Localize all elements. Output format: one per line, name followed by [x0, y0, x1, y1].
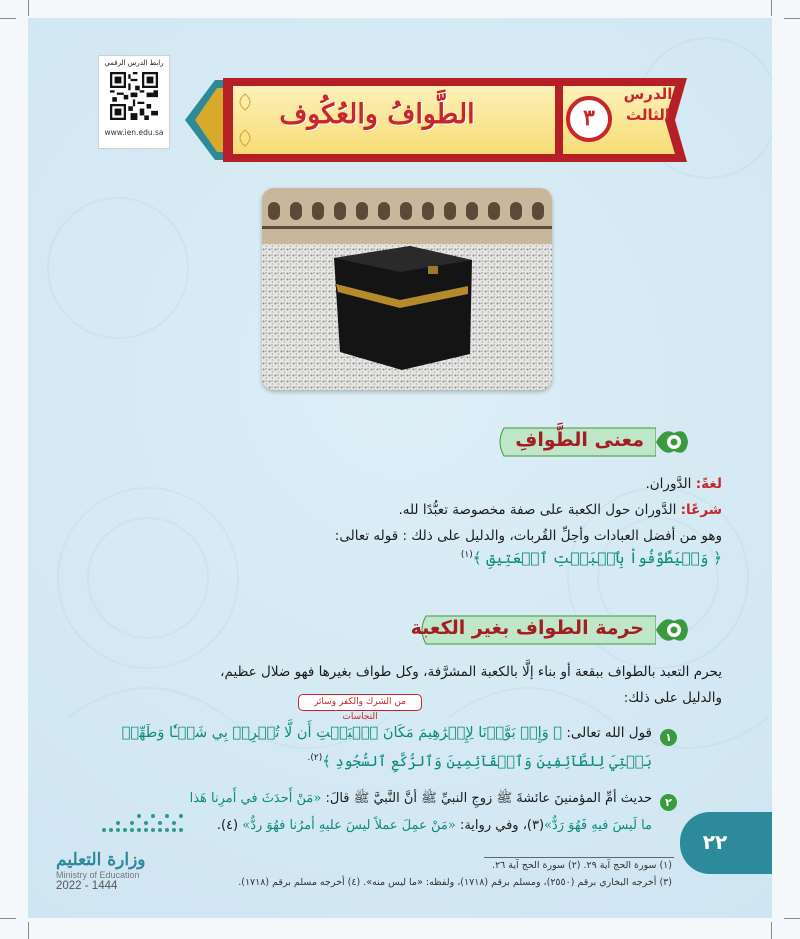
- crop-mark: [771, 0, 772, 16]
- kaaba-photo: [262, 188, 552, 390]
- lesson-number-badge: [566, 96, 612, 142]
- item1-line2: [308, 753, 652, 770]
- item1-verse-line2: بَيۡتِيَ لِلطَّآئِفِينَ وَٱلۡقَآئِمِينَ وَٱلرُّكَّعِ ٱلسُّجُودِ ﴾: [322, 753, 652, 770]
- crop-mark: [28, 0, 29, 16]
- crop-mark: [0, 18, 16, 19]
- item2-line2: [217, 818, 652, 833]
- item1-verse-line1: ﴿ وَإِذۡ بَوَّأۡنَا لِإِبۡرَٰهِيمَ مَكَانَ ٱلۡبَيۡتِ أَن لَّا تُشۡرِكۡ بِي شَيۡـٔٗا وَطَهِّرۡ: [121, 725, 563, 741]
- lesson-label: [616, 84, 680, 126]
- heading-ornament-icon: [652, 425, 692, 459]
- item2-hadith-a: «مَنْ أَحدَثَ في أَمرِنا هَذا: [189, 791, 322, 806]
- shar-line: [398, 500, 722, 520]
- item2-line1: [190, 790, 652, 809]
- section1-heading: [496, 425, 692, 459]
- crop-mark: [0, 918, 16, 919]
- lugha-text: الدَّوران.: [645, 476, 696, 492]
- footnote-line2: (٣) أخرجه البخاري برقم (٢٥٥٠)، ومسلم برقم (١٧١٨)، ولفظه: «ما ليس منه». (٤) أخرجه مسلم برقم (١٧١٨).: [238, 877, 672, 888]
- item2-hadith-c: «مَنْ عمِلَ عملاً ليسَ عليهِ أمرُنا فهُوَ ردٌّ»: [242, 818, 456, 833]
- lesson-title: الطَّوافُ والعُكُوف: [279, 99, 475, 130]
- item1-line1: [122, 725, 652, 741]
- footnote-divider: [484, 857, 674, 858]
- section2-heading: [410, 613, 692, 647]
- qr-card[interactable]: [98, 55, 170, 149]
- qr-label: رابط الدرس الرقمي: [104, 59, 164, 67]
- virtue-line: وهو من أفضل العبادات وأجلِّ القُربات، والدليل على ذلك : قوله تعالى:: [334, 528, 722, 544]
- page-number: ٢٢: [702, 830, 728, 854]
- ministry-logo: [56, 850, 166, 892]
- item1-number: ١: [660, 729, 677, 746]
- item2-number: ٢: [660, 794, 677, 811]
- ministry-name-ar: وزارة التعليم: [56, 850, 146, 870]
- crop-mark: [784, 918, 800, 919]
- verse-text: ﴿ وَلۡيَطَّوَّفُواْ بِٱلۡبَيۡتِ ٱلۡعَتِيقِ ﴾: [472, 549, 722, 567]
- item2-text-b: (٣)، وفي رواية:: [455, 818, 545, 833]
- verse-ref: (١): [460, 550, 473, 560]
- crop-mark: [771, 922, 772, 939]
- qr-code-icon[interactable]: [110, 72, 158, 120]
- shar-text: الدَّوران حول الكعبة على صفة مخصوصة تعبُّدًا لله.: [398, 502, 681, 518]
- vision-dots-logo: [100, 812, 188, 836]
- lugha-key: لغةً:: [695, 476, 722, 492]
- item2-text-a: حديث أمِّ المؤمنينَ عائشةَ ﷺ زوجِ النبيِّ ﷺ أنَّ النَّبيَّ ﷺ قالَ:: [321, 791, 652, 806]
- lesson-label-line1: الدرس: [623, 85, 673, 103]
- section2-title: حرمة الطواف بغير الكعبة: [410, 617, 644, 639]
- qr-url[interactable]: www.ien.edu.sa: [104, 128, 164, 137]
- ministry-name-en: Ministry of Education: [56, 870, 140, 880]
- crop-mark: [784, 18, 800, 19]
- lugha-line: [645, 474, 722, 494]
- shar-key: شرعًا:: [680, 502, 722, 518]
- heading-ornament-icon: [652, 613, 692, 647]
- para1-line2: والدليل على ذلك:: [623, 690, 722, 706]
- item1-ref: (٢).: [307, 753, 323, 763]
- callout-note: من الشرك والكفر وسائر النجاسات: [298, 694, 422, 711]
- para1-line1: يحرم التعبد بالطواف ببقعة أو بناء إلَّا بالكعبة المشرَّفة، وكل طواف بغيرها فهو ضلال عظيم،: [220, 664, 722, 680]
- page-number-tab: [680, 812, 772, 874]
- footnote-line1: (١) سورة الحج آية ٢٩. (٢) سورة الحج آية ٢٦.: [492, 860, 672, 871]
- section1-title: معنى الطَّوافِ: [515, 429, 644, 451]
- item2-text-d: (٤).: [216, 818, 243, 833]
- verse-line: [461, 549, 722, 567]
- ministry-year: 2022 - 1444: [56, 880, 118, 892]
- crop-mark: [28, 922, 29, 939]
- lesson-number: ٣: [583, 105, 595, 131]
- item2-hadith-b: ما لَيسَ فيهِ فَهُوَ رَدٌّ»: [544, 818, 652, 833]
- lesson-label-line2: الثالث: [625, 106, 671, 124]
- item1-lead: قول الله تعالى:: [566, 725, 652, 741]
